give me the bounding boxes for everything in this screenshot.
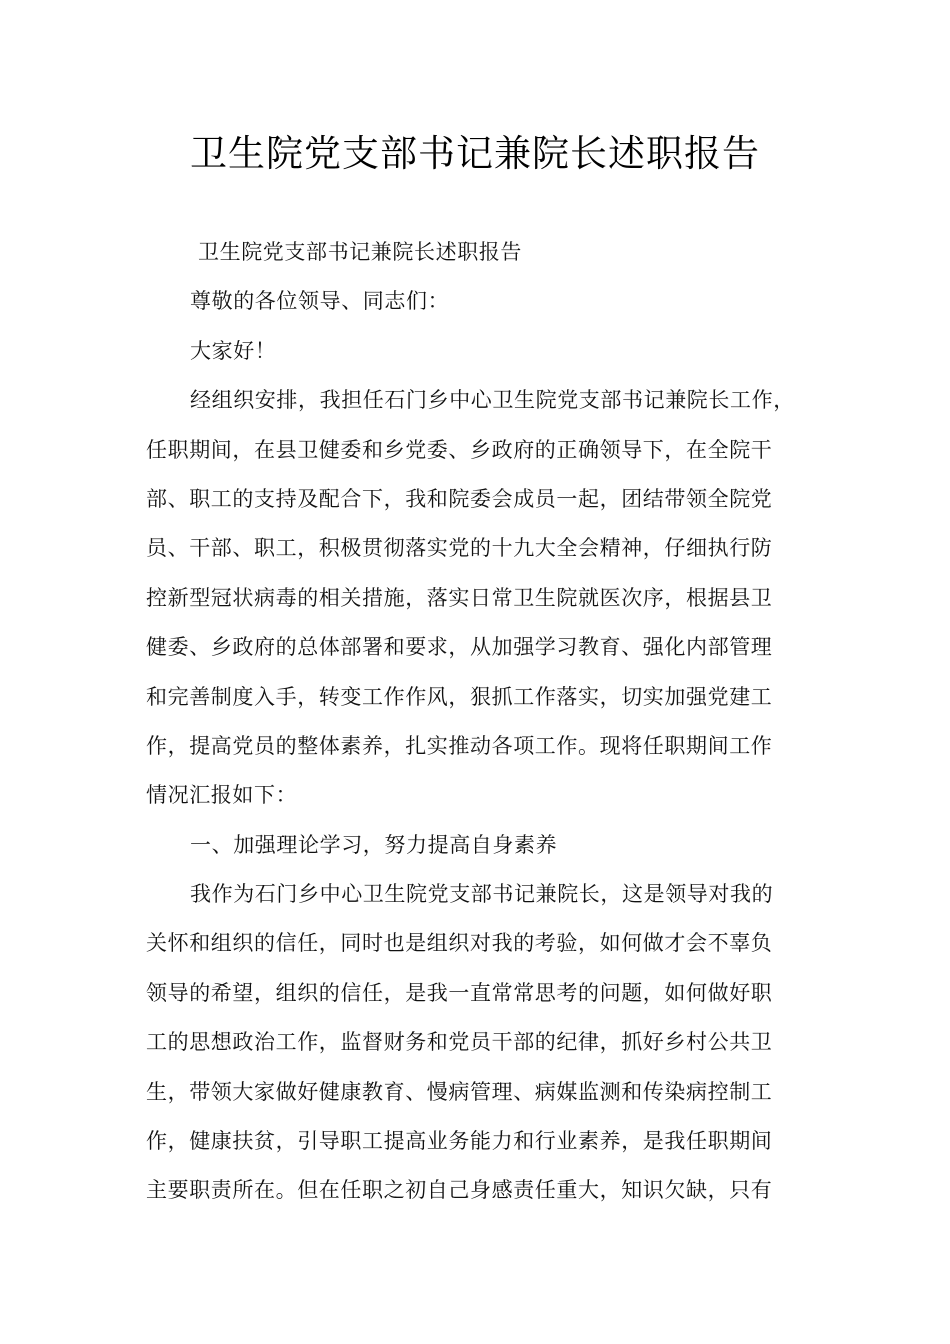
subtitle-line: 卫生院党支部书记兼院长述职报告 [198, 240, 522, 264]
paragraph-line: 任职期间，在县卫健委和乡党委、乡政府的正确领导下，在全院干 [146, 437, 773, 462]
salutation-line: 尊敬的各位领导、同志们： [190, 289, 450, 314]
paragraph-line: 健委、乡政府的总体部署和要求，从加强学习教育、强化内部管理 [146, 635, 773, 660]
paragraph-line: 主要职责所在。但在任职之初自己身感责任重大，知识欠缺，只有 [146, 1178, 773, 1203]
paragraph-line: 作，提高党员的整体素养，扎实推动各项工作。现将任职期间工作 [146, 733, 773, 758]
section-heading: 一、加强理论学习，努力提高自身素养 [190, 832, 558, 857]
paragraph-line: 控新型冠状病毒的相关措施，落实日常卫生院就医次序，根据县卫 [146, 585, 773, 610]
paragraph-line: 和完善制度入手，转变工作作风，狠抓工作落实，切实加强党建工 [146, 684, 773, 709]
document-body [146, 228, 810, 1216]
document-title: 卫生院党支部书记兼院长述职报告 [190, 132, 760, 175]
paragraph-line: 作，健康扶贫，引导职工提高业务能力和行业素养，是我任职期间 [146, 1129, 773, 1154]
greeting-line: 大家好！ [190, 338, 277, 363]
paragraph-line: 生，带领大家做好健康教育、慢病管理、病媒监测和传染病控制工 [146, 1079, 773, 1104]
paragraph-line: 我作为石门乡中心卫生院党支部书记兼院长，这是领导对我的 [190, 882, 774, 907]
paragraph-line: 员、干部、职工，积极贯彻落实党的十九大全会精神，仔细执行防 [146, 536, 773, 561]
paragraph-line: 部、职工的支持及配合下，我和院委会成员一起，团结带领全院党 [146, 486, 773, 511]
paragraph-line: 领导的希望，组织的信任，是我一直常常思考的问题，如何做好职 [146, 980, 773, 1005]
paragraph-line: 工的思想政治工作，监督财务和党员干部的纪律，抓好乡村公共卫 [146, 1030, 773, 1055]
paragraph-line: 经组织安排，我担任石门乡中心卫生院党支部书记兼院长工作， [190, 388, 795, 413]
paragraph-line: 情况汇报如下： [146, 783, 298, 808]
paragraph-line: 关怀和组织的信任，同时也是组织对我的考验，如何做才会不辜负 [146, 931, 773, 956]
